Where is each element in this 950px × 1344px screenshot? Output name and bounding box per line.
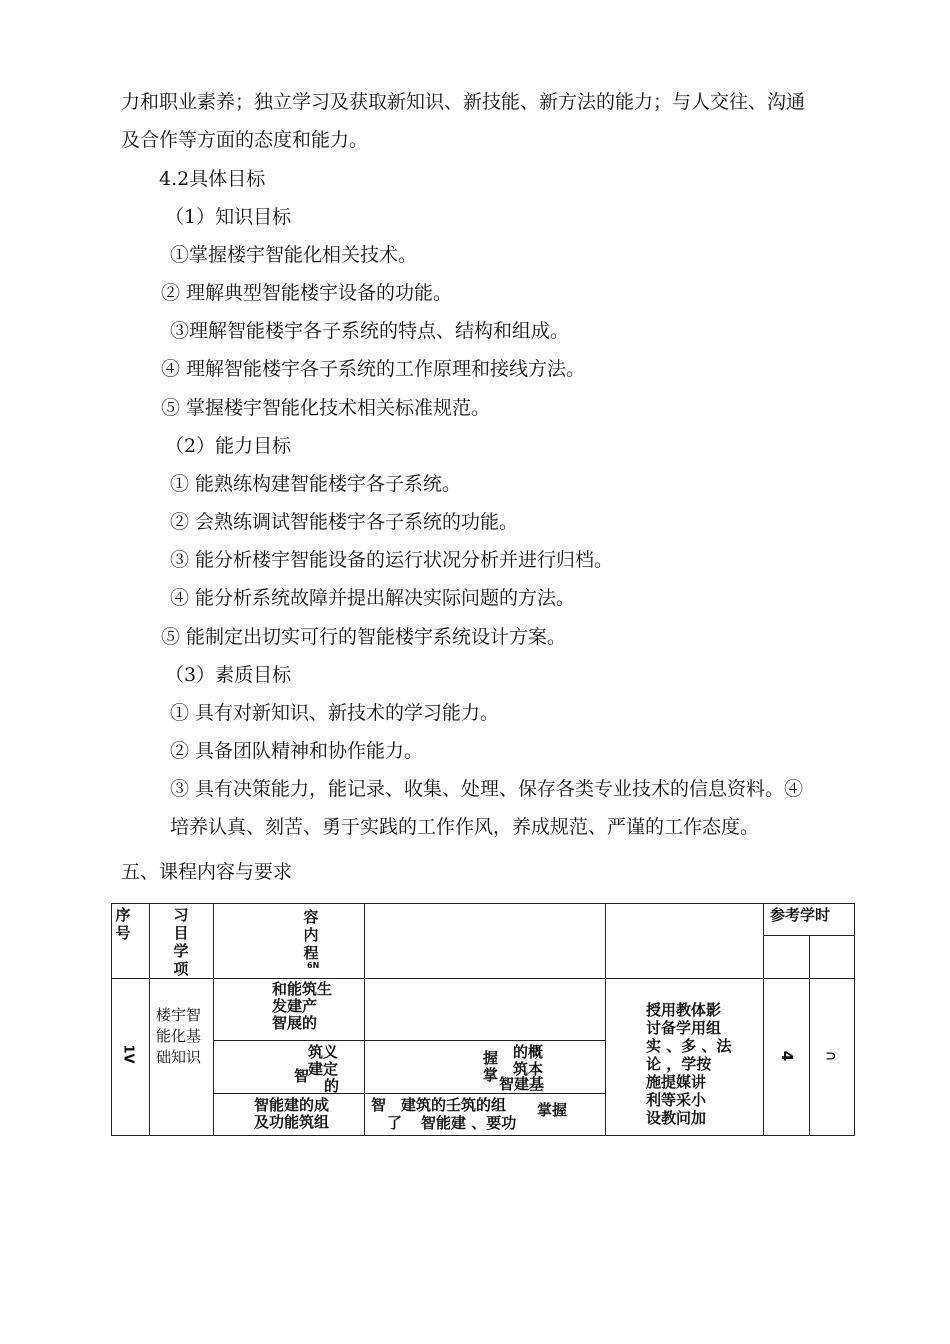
requirement-2e: 智建基 (499, 1075, 545, 1093)
hours-value-a: 4 (778, 1050, 797, 1062)
requirement-3d: 智能建 、要功 (421, 1114, 517, 1132)
content-item-2a: 筑义 (308, 1043, 339, 1061)
knowledge-heading: （1）知识目标 (165, 206, 292, 228)
requirement-3a: 智 (371, 1096, 387, 1114)
row-project-value: 楼宇智能化基础知识 (156, 1006, 202, 1066)
header-content-label: 容内程 (303, 908, 319, 962)
section-4-2-heading: 4.2具体目标 (159, 168, 266, 190)
ability-item-1: ① 能熟练构建智能楼宇各子系统。 (170, 473, 462, 495)
header-project-cell (149, 903, 214, 979)
header-hours-sub-b (809, 935, 855, 979)
quality-item-3: ③ 具有决策能力，能记录、收集、处理、保存各类专业技术的信息资料。④ (170, 778, 804, 800)
ability-item-4: ④ 能分析系统故障并提出解决实际问题的方法。 (170, 587, 576, 609)
quality-item-1: ① 具有对新知识、新技术的学习能力。 (170, 702, 500, 724)
header-content-small: 6N (307, 961, 320, 970)
teaching-method-text: 授用教体影 讨备学用组 实 、多 、法 论 ，学按 施提媒讲 利等采小 设教问加 (646, 1001, 732, 1127)
hours-cell-a (763, 978, 810, 1136)
knowledge-item-2: ② 理解典型智能楼宇设备的功能。 (161, 282, 453, 304)
course-content-table (111, 903, 855, 1136)
requirement-3c: 了 (387, 1114, 403, 1132)
requirement-3e: 掌握 (537, 1101, 568, 1119)
hours-value-b: ∩ (822, 1050, 841, 1062)
quality-item-2: ② 具备团队精神和协作能力。 (170, 740, 424, 762)
requirement-item-2-cell (364, 1040, 606, 1094)
requirement-2a: 握 (483, 1049, 499, 1067)
content-item-2b: 建定 (308, 1060, 339, 1078)
requirement-item-1-cell (364, 978, 606, 1041)
content-item-1: 和能筑生 发建产 智展的 (272, 980, 333, 1032)
knowledge-item-3: ③理解智能楼宇各子系统的特点、结构和组成。 (170, 320, 570, 342)
quality-heading: （3）素质目标 (165, 664, 292, 686)
knowledge-item-5: ⑤ 掌握楼宇智能化技术相关标准规范。 (161, 397, 491, 419)
header-method-cell (605, 903, 764, 979)
content-item-1-cell (213, 978, 365, 1041)
body-line-2: 及合作等方面的态度和能力。 (121, 129, 369, 151)
ability-item-2: ② 会熟练调试智能楼宇各子系统的功能。 (170, 511, 519, 533)
row-project-cell (149, 978, 214, 1136)
requirement-item-3-cell (364, 1093, 606, 1136)
content-item-2d: 的 (324, 1077, 340, 1095)
header-seq-cell (111, 903, 150, 979)
hours-cell-b (809, 978, 855, 1136)
header-content-cell (213, 903, 365, 979)
content-item-3: 智能建的成 及功能筑组 (254, 1096, 330, 1131)
body-line-1: 力和职业素养；独立学习及获取新知识、新技能、新方法的能力；与人交往、沟通 (121, 91, 806, 113)
knowledge-item-1: ①掌握楼宇智能化相关技术。 (170, 244, 418, 266)
teaching-method-cell (605, 978, 764, 1136)
chapter-5-heading: 五、课程内容与要求 (121, 861, 293, 883)
ability-item-5: ⑤ 能制定出切实可行的智能楼宇系统设计方案。 (161, 626, 567, 648)
content-item-3-cell (213, 1093, 365, 1136)
requirement-2d: 筑本 (513, 1060, 544, 1078)
requirement-2c: 掌 (483, 1066, 499, 1084)
ability-heading: （2）能力目标 (165, 435, 292, 457)
content-item-2-cell (213, 1040, 365, 1094)
requirement-3b: 建筑的壬筑的组 (401, 1096, 507, 1114)
quality-item-4: 培养认真、刻苦、勇于实践的工作作风，养成规范、严谨的工作态度。 (170, 816, 760, 838)
header-hours-cell (763, 903, 855, 936)
content-item-2c: 智 (294, 1067, 310, 1085)
header-hours-label: 参考学时 (770, 906, 831, 924)
header-project-label: 习目学项 (173, 906, 189, 978)
requirement-2b: 的概 (513, 1043, 544, 1061)
header-seq-label: 序号 (115, 906, 131, 942)
header-requirements-cell (364, 903, 606, 979)
ability-item-3: ③ 能分析楼宇智能设备的运行状况分析并进行归档。 (170, 549, 614, 571)
row-seq-cell (111, 978, 150, 1136)
header-hours-sub-a (763, 935, 810, 979)
knowledge-item-4: ④ 理解智能楼宇各子系统的工作原理和接线方法。 (161, 358, 586, 380)
row-seq-value: 1V (120, 1044, 136, 1064)
